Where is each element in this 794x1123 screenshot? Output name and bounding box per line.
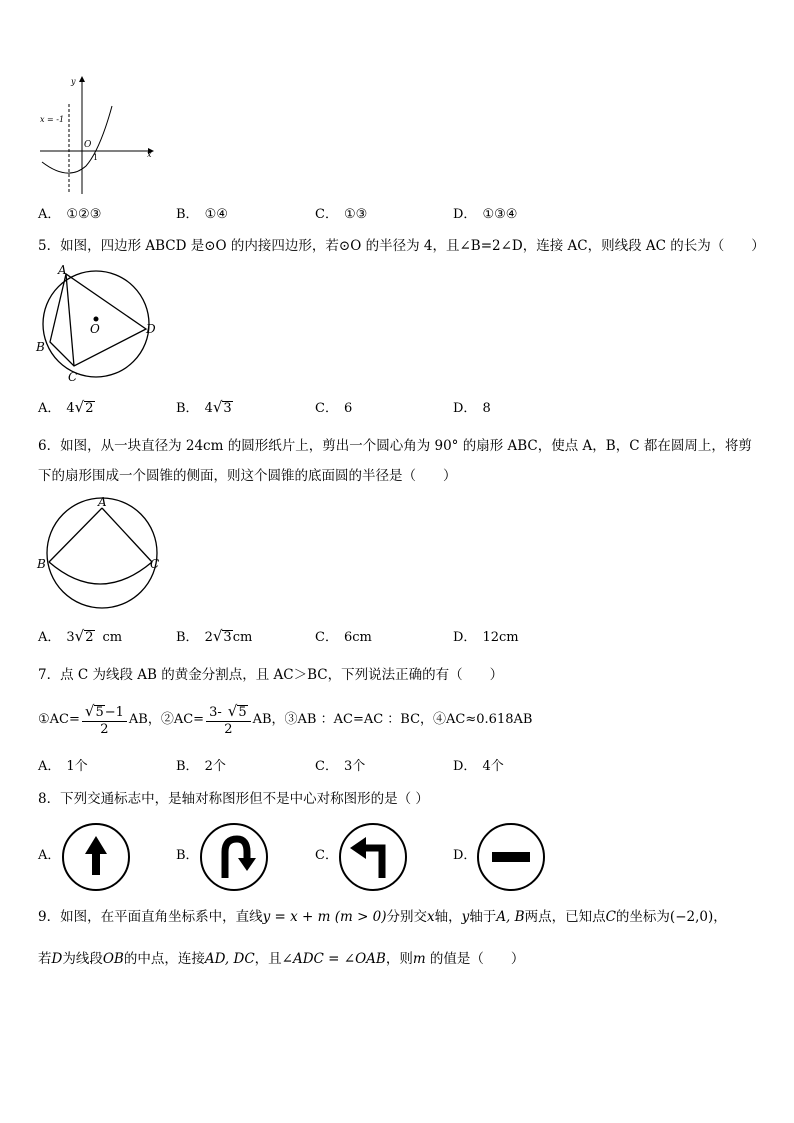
option-key: A． — [38, 848, 61, 863]
option-key: B． — [176, 630, 199, 645]
segments-ad-dc: AD, DC — [204, 951, 255, 967]
option-key: B． — [176, 848, 199, 863]
text-run: 的坐标为 — [615, 909, 670, 925]
sqrt-icon: √ — [84, 701, 95, 720]
segment-ob: OB — [102, 951, 124, 967]
center-point — [94, 317, 99, 322]
option-key: A． — [38, 207, 61, 222]
option-coef: 3 — [66, 630, 75, 645]
label-b: B — [37, 557, 46, 571]
option-key: A． — [38, 401, 61, 416]
q5-option-b[interactable] — [176, 398, 233, 418]
option-text: ①③④ — [482, 207, 518, 222]
sqrt-icon: √ — [227, 701, 238, 720]
q4-option-b[interactable] — [176, 206, 228, 224]
y-axis-label: y — [71, 77, 76, 86]
text-run: 的中点，连接 — [123, 951, 205, 967]
option-key: D． — [453, 759, 477, 774]
statement-3-4: AB，③AB ：AC=AC ：BC，④AC≈0.618AB — [252, 712, 533, 727]
q8-option-b[interactable] — [176, 847, 199, 865]
text-run: 的值是（ ） — [425, 951, 525, 967]
x-intercept-label: 1 — [93, 153, 99, 162]
text-run: 轴于 — [469, 909, 497, 925]
fraction-1 — [82, 703, 127, 738]
option-radicand: 3 — [223, 630, 232, 645]
point-d: D — [51, 951, 63, 967]
option-key: B． — [176, 759, 199, 774]
option-text: 2个 — [204, 759, 226, 774]
up-arrow-sign-icon[interactable] — [61, 822, 131, 892]
text-run: 若 — [38, 951, 52, 967]
text-run: ， — [713, 909, 727, 925]
points-ab: A, B — [496, 909, 525, 925]
line-equation: y = x + m (m > 0) — [262, 909, 387, 925]
option-coef: 4 — [66, 401, 75, 416]
fraction-2 — [206, 703, 251, 738]
x-axis-label: x — [147, 150, 152, 159]
label-c: C — [150, 557, 160, 571]
option-text: 8 — [482, 401, 491, 416]
segment-ac — [66, 274, 74, 366]
q8-stem: 8．下列交通标志中，是轴对称图形但不是中心对称图形的是（ ） — [38, 791, 429, 807]
text-run: 为线段 — [62, 951, 103, 967]
option-text: ①③ — [343, 207, 368, 222]
label-o: O — [90, 322, 100, 336]
y-axis-arrow-icon — [79, 76, 85, 82]
q7-statements — [38, 700, 532, 740]
radicand: 5 — [95, 704, 104, 720]
text-run: ，且 — [254, 951, 282, 967]
option-key: B． — [176, 207, 199, 222]
no-entry-bar-sign-icon[interactable] — [476, 822, 546, 892]
segment-ab — [49, 508, 102, 562]
option-key: A． — [38, 759, 61, 774]
option-text: 6 — [343, 401, 353, 416]
q6-option-b[interactable] — [176, 627, 252, 647]
q6-stem-line-1: 6．如图，从一块直径为 24cm 的圆形纸片上，剪出一个圆心角为 90° 的扇形 ABC，使点 A，B，C 都在圆周上，将剪 — [38, 438, 752, 454]
label-d: D — [146, 322, 156, 336]
outer-circle — [47, 498, 160, 608]
option-text: 4个 — [482, 759, 504, 774]
text-run: 分别交 — [386, 909, 428, 925]
text-run: ，则 — [385, 951, 413, 967]
q5-stem: 5．如图，四边形 ABCD 是⊙O 的内接四边形，若⊙O 的半径为 4，且∠B=2∠D，连接 AC，则线段 AC 的长为（ ） — [38, 238, 765, 254]
q4-option-a[interactable] — [38, 206, 101, 224]
option-radicand: 3 — [223, 401, 232, 416]
option-coef: 2 — [204, 630, 213, 645]
q6-sector-diagram — [34, 494, 164, 614]
q5-option-d[interactable] — [453, 400, 491, 418]
option-key: C． — [315, 401, 338, 416]
label-c: C — [68, 370, 78, 384]
option-text: 3个 — [343, 759, 366, 774]
u-turn-sign-icon[interactable] — [199, 822, 269, 892]
option-key: C． — [315, 848, 338, 863]
option-text: 1个 — [66, 759, 88, 774]
numerator-head: 3- — [209, 704, 222, 720]
option-key: C． — [315, 759, 338, 774]
option-key: C． — [315, 207, 338, 222]
sqrt-icon: √ — [212, 398, 223, 416]
option-key: A． — [38, 630, 61, 645]
origin-label: O — [84, 140, 92, 150]
q6-option-c[interactable] — [315, 629, 372, 647]
option-key: B． — [176, 401, 199, 416]
q8-option-d[interactable] — [453, 847, 476, 865]
q7-option-b[interactable] — [176, 758, 226, 776]
segment-ac — [102, 508, 152, 562]
fraction-1-numerator — [82, 703, 127, 722]
numerator-tail: −1 — [104, 704, 124, 720]
option-key: C． — [315, 630, 338, 645]
sector-arc-bc — [49, 562, 152, 584]
q7-option-a[interactable] — [38, 758, 88, 776]
option-key: D． — [453, 630, 477, 645]
q5-option-a[interactable] — [38, 398, 95, 418]
point-c: C — [605, 909, 616, 925]
option-unit: cm — [232, 630, 253, 645]
q8-option-c[interactable] — [315, 847, 338, 865]
text-run: 轴， — [434, 909, 462, 925]
fraction-2-numerator — [206, 703, 251, 722]
option-key: D． — [453, 207, 477, 222]
q7-option-d[interactable] — [453, 758, 504, 776]
coordinate-c: (−2,0) — [669, 909, 714, 925]
sqrt-icon: √ — [74, 627, 85, 645]
q5-circle-diagram — [34, 262, 164, 384]
option-key: D． — [453, 401, 477, 416]
q6-stem-line-2: 下的扇形围成一个圆锥的侧面，则这个圆锥的底面圆的半径是（ ） — [38, 468, 457, 484]
option-coef: 4 — [204, 401, 213, 416]
fraction-1-denominator: 2 — [100, 721, 109, 737]
left-turn-sign-icon[interactable] — [338, 822, 408, 892]
q6-option-d[interactable] — [453, 629, 519, 647]
radicand: 5 — [238, 704, 247, 720]
label-b: B — [36, 340, 45, 354]
label-a: A — [98, 495, 107, 509]
sqrt-icon: √ — [212, 627, 223, 645]
q9-stem-line-1 — [38, 907, 727, 927]
q7-stem: 7．点 C 为线段 AB 的黄金分割点，且 AC＞BC，下列说法正确的有（ ） — [38, 667, 504, 683]
math-y: y — [461, 909, 470, 925]
option-text: 12cm — [482, 630, 519, 645]
statement-1-lead: ①AC= — [38, 712, 80, 727]
math-x: x — [427, 909, 435, 925]
angle-equation: ∠ADC = ∠OAB — [281, 951, 386, 967]
q4-function-graph — [38, 74, 158, 199]
label-a: A — [58, 263, 67, 277]
math-m: m — [412, 951, 426, 967]
q4-option-d[interactable] — [453, 206, 517, 224]
option-unit: cm — [102, 630, 123, 645]
statement-2-lead: AB，②AC= — [128, 712, 205, 727]
q5-option-c[interactable] — [315, 400, 352, 418]
option-text: ①④ — [204, 207, 228, 222]
fraction-2-denominator: 2 — [224, 721, 233, 737]
q4-option-c[interactable] — [315, 206, 367, 224]
sqrt-icon: √ — [74, 398, 85, 416]
q9-stem-line-2 — [38, 949, 524, 969]
option-radicand: 2 — [85, 401, 94, 416]
option-text: ①②③ — [66, 207, 102, 222]
text-run: 9．如图，在平面直角坐标系中，直线 — [38, 909, 263, 925]
q7-option-c[interactable] — [315, 758, 365, 776]
axis-of-symmetry-label: x = -1 — [40, 115, 65, 124]
option-radicand: 2 — [85, 630, 94, 645]
text-run: 两点，已知点 — [524, 909, 606, 925]
option-key: D． — [453, 848, 477, 863]
option-text: 6cm — [343, 630, 372, 645]
q8-option-a[interactable] — [38, 847, 60, 865]
q6-option-a[interactable] — [38, 627, 122, 647]
